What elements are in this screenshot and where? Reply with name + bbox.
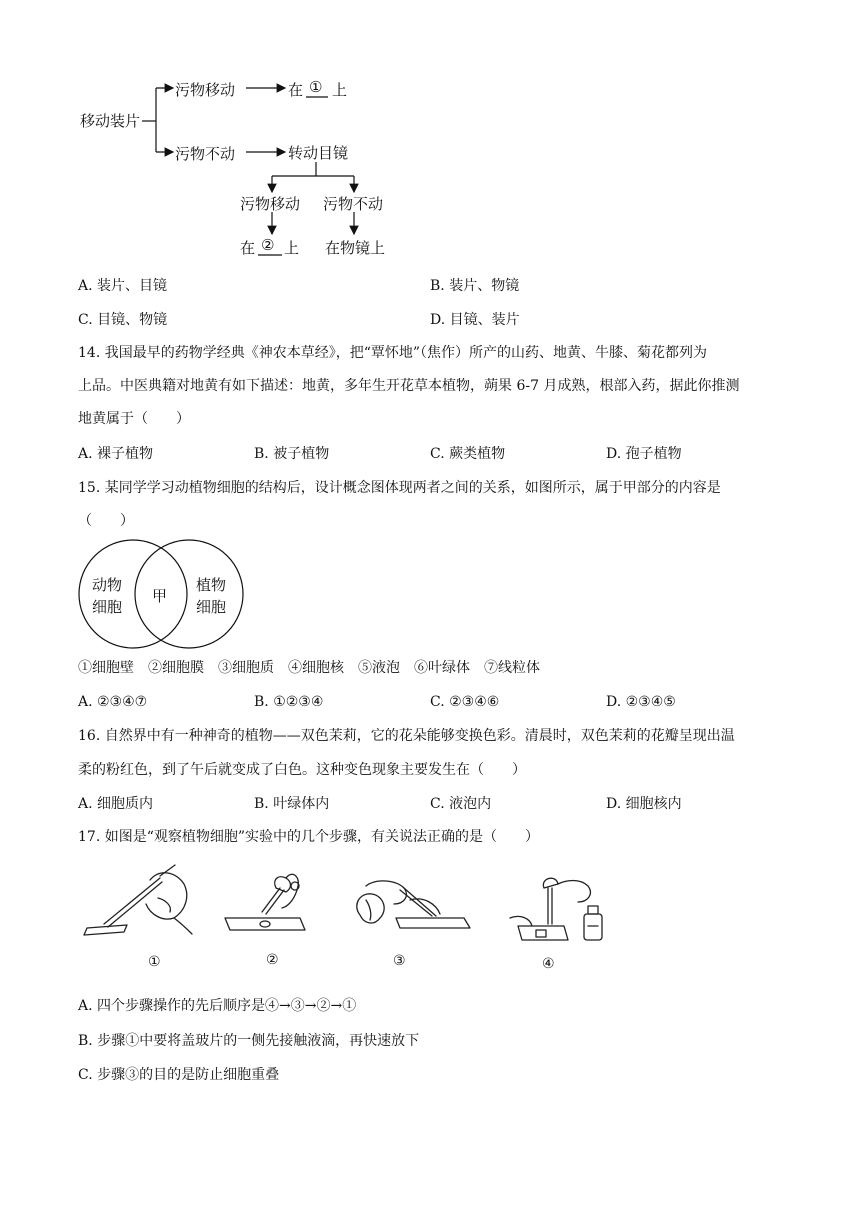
flow-result-objective: 在物镜上 [325,239,386,257]
flow-branch-moving: 污物移动 [175,81,236,99]
venn-right-label-1: 植物 [196,576,227,594]
step3-illustration [357,881,470,928]
q16-stem-line2: 柔的粉红色，到了午后就变成了白色。这种变色现象主要发生在（ ） [78,762,526,778]
q17-option-a: A. 四个步骤操作的先后顺序是④→③→②→① [78,998,357,1014]
q16-option-c: C. 液泡内 [430,796,492,812]
step4-label: ④ [542,956,555,972]
flow-branch-still: 污物不动 [175,145,236,163]
q14-option-a: A. 裸子植物 [78,446,154,462]
q16-option-b: B. 叶绿体内 [254,796,330,812]
step4-illustration [510,878,602,940]
venn-left-label-1: 动物 [92,576,123,594]
q13-option-c: C. 目镜、物镜 [78,312,168,328]
q16-option-d: D. 细胞核内 [606,796,682,812]
q13-option-a: A. 装片、目镜 [78,278,168,294]
flow-sub-moving: 污物移动 [240,195,301,213]
step3-label: ③ [393,953,406,969]
flow-sub-still: 污物不动 [323,195,384,213]
q13-option-b: B. 装片、物镜 [430,278,520,294]
flow-result2-suffix: 上 [284,239,300,257]
flow-blank2: ② [261,236,275,254]
venn-right-label-2: 细胞 [196,598,227,616]
q13-option-d: D. 目镜、装片 [430,312,520,328]
q16-stem-line1: 16. 自然界中有一种神奇的植物——双色茉莉，它的花朵能够变换色彩。清晨时，双色茉莉的花瓣呈现出温 [78,728,735,744]
q17-option-b: B. 步骤①中要将盖玻片的一侧先接触液滴，再快速放下 [78,1033,420,1049]
flow-result2-prefix: 在 [240,239,256,257]
flow-root: 移动装片 [80,112,141,130]
venn-left-label-2: 细胞 [92,598,123,616]
q14-option-d: D. 孢子植物 [606,446,682,462]
step2-label: ② [266,952,279,968]
venn-center-label: 甲 [152,587,168,605]
q14-option-c: C. 蕨类植物 [430,446,506,462]
flow-step-rotate-eyepiece: 转动目镜 [288,144,349,162]
step2-illustration [225,874,305,930]
flow-blank1: ① [309,78,323,96]
q15-stem-line1: 15. 某同学学习动植物细胞的结构后，设计概念图体现两者之间的关系，如图所示，属于甲部分的内容是 [78,480,721,496]
step1-illustration [84,865,192,935]
step1-label: ① [148,954,161,970]
q15-items: ①细胞壁 ②细胞膜 ③细胞质 ④细胞核 ⑤液泡 ⑥叶绿体 ⑦线粒体 [78,660,540,676]
q14-stem-line2: 上品。中医典籍对地黄有如下描述：地黄，多年生开花草本植物，蒴果 6-7 月成熟，根部入药，据此你推测 [78,378,740,394]
q16-option-a: A. 细胞质内 [78,796,154,812]
q15-option-b: B. ①②③④ [254,694,324,710]
q15-option-c: C. ②③④⑥ [430,694,500,710]
q17-stem-line1: 17. 如图是“观察植物细胞”实验中的几个步骤，有关说法正确的是（ ） [78,829,540,845]
q15-stem-line2: （ ） [78,513,134,529]
q15-option-d: D. ②③④⑤ [606,694,676,710]
flow-result1-suffix: 上 [332,81,348,99]
q17-option-c: C. 步骤③的目的是防止细胞重叠 [78,1067,280,1083]
flowchart-lines [0,0,860,270]
q15-option-a: A. ②③④⑦ [78,694,148,710]
q14-stem-line3: 地黄属于（ ） [78,411,190,427]
q14-stem-line1: 14. 我国最早的药物学经典《神农本草经》，把“覃怀地”（焦作）所产的山药、地黄、牛膝、菊花都列为 [78,345,708,361]
q14-option-b: B. 被子植物 [254,446,330,462]
flow-result1-prefix: 在 [288,81,304,99]
